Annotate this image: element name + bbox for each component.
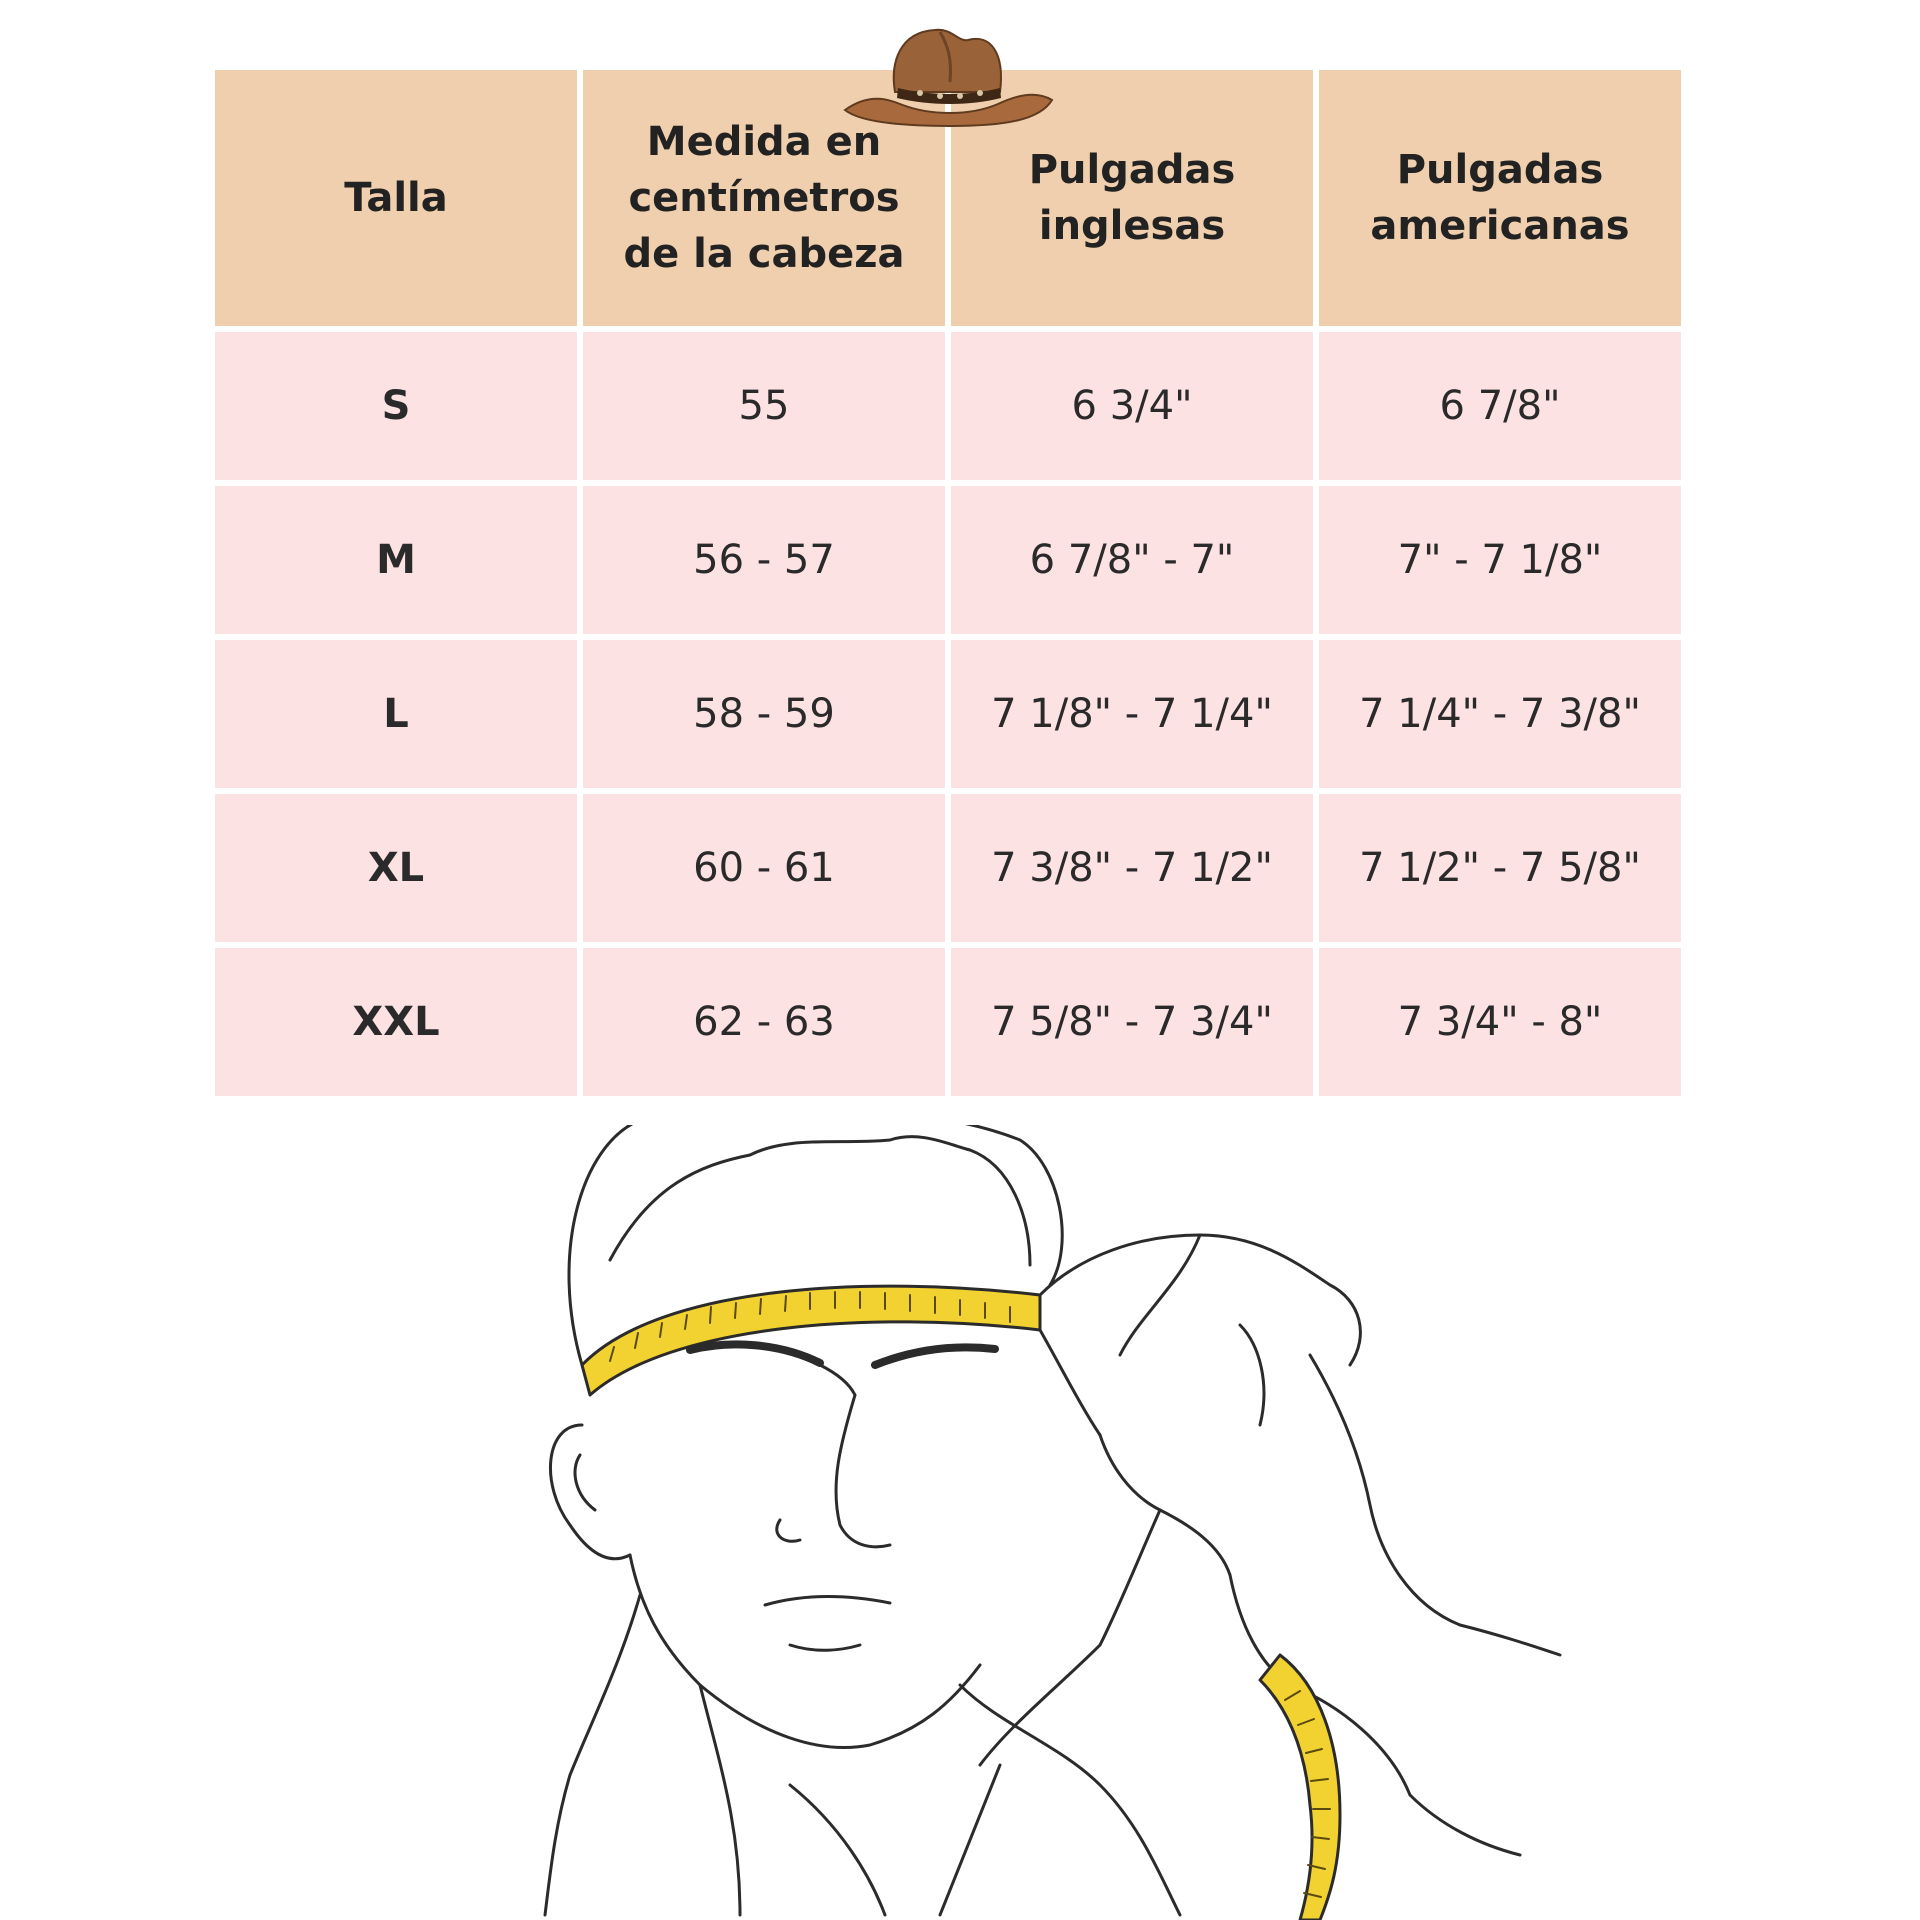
english-inch-cell-s: 6 3/4" — [951, 332, 1313, 480]
cm-cell-xxl: 62 - 63 — [583, 948, 945, 1096]
size-cell-m: M — [215, 486, 577, 634]
english-inch-cell-l: 7 1/8" - 7 1/4" — [951, 640, 1313, 788]
cm-cell-xl: 60 - 61 — [583, 794, 945, 942]
cm-cell-m: 56 - 57 — [583, 486, 945, 634]
size-chart-table — [215, 70, 1680, 1096]
american-inch-cell-s: 6 7/8" — [1319, 332, 1681, 480]
size-cell-xxl: XXL — [215, 948, 577, 1096]
header-talla: Talla — [215, 70, 577, 326]
english-inch-cell-xl: 7 3/8" - 7 1/2" — [951, 794, 1313, 942]
size-cell-xl: XL — [215, 794, 577, 942]
header-english-inches: Pulgadas inglesas — [951, 70, 1313, 326]
header-centimeters: Medida en centímetros de la cabeza — [583, 70, 945, 326]
english-inch-cell-m: 6 7/8" - 7" — [951, 486, 1313, 634]
header-american-inches: Pulgadas americanas — [1319, 70, 1681, 326]
american-inch-cell-xl: 7 1/2" - 7 5/8" — [1319, 794, 1681, 942]
size-cell-s: S — [215, 332, 577, 480]
cm-cell-l: 58 - 59 — [583, 640, 945, 788]
american-inch-cell-m: 7" - 7 1/8" — [1319, 486, 1681, 634]
head-measuring-tape-illustration — [540, 1125, 1580, 1920]
cm-cell-s: 55 — [583, 332, 945, 480]
english-inch-cell-xxl: 7 5/8" - 7 3/4" — [951, 948, 1313, 1096]
size-cell-l: L — [215, 640, 577, 788]
american-inch-cell-xxl: 7 3/4" - 8" — [1319, 948, 1681, 1096]
cowboy-hat-icon — [840, 22, 1055, 132]
american-inch-cell-l: 7 1/4" - 7 3/8" — [1319, 640, 1681, 788]
